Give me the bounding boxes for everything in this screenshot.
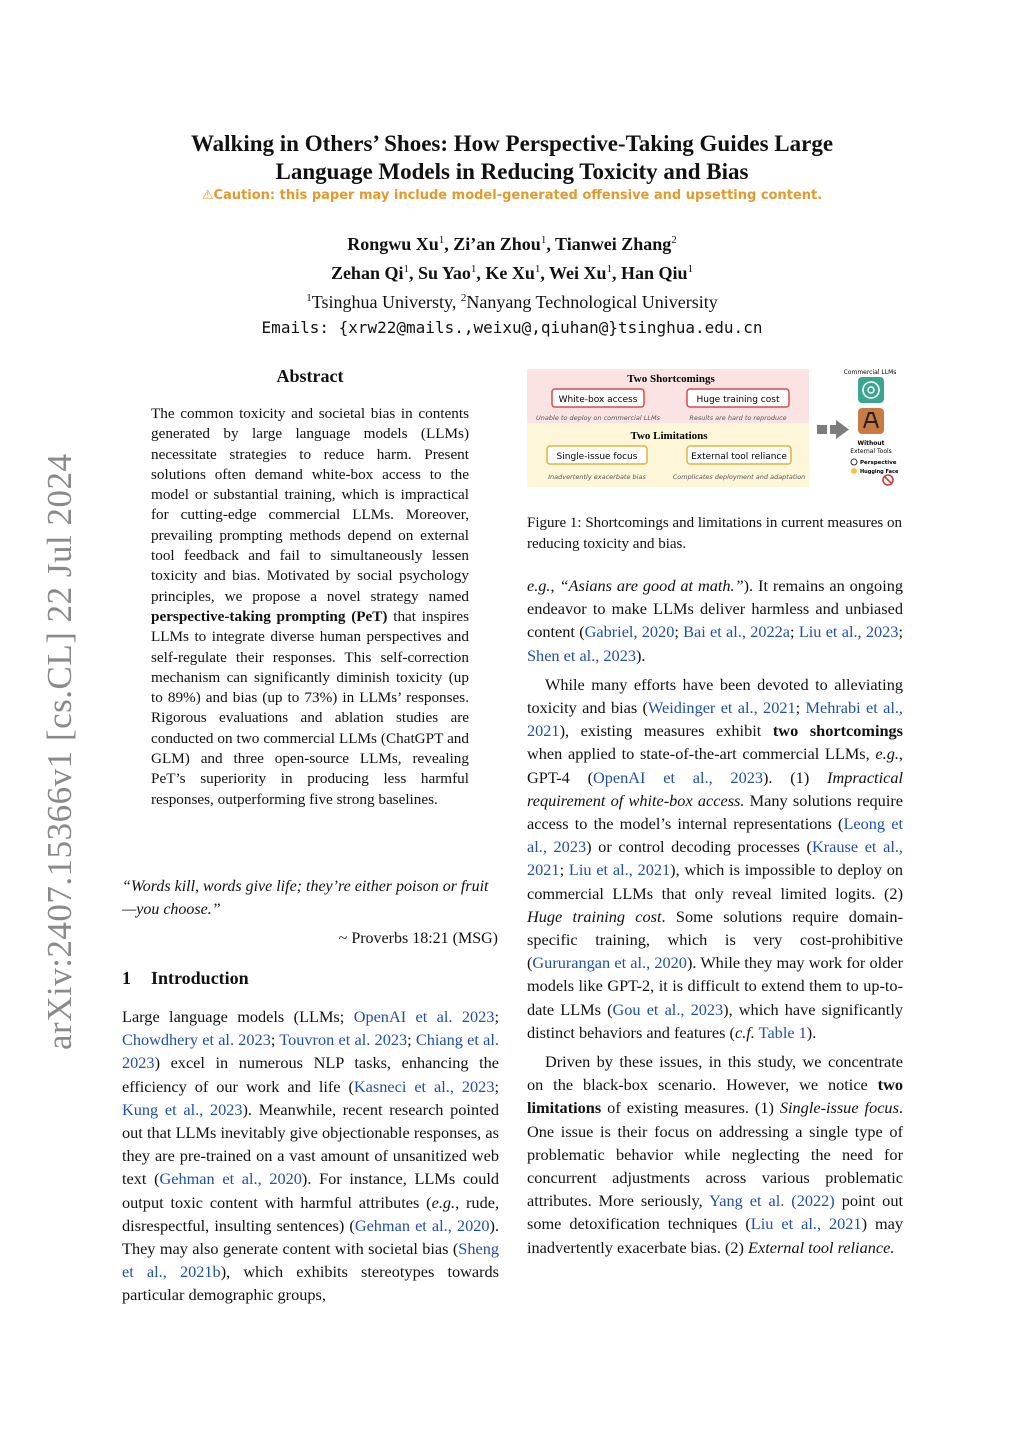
citation-link[interactable]: Bai et al., 2022a — [683, 622, 791, 642]
perspective-label: Perspective — [860, 460, 897, 466]
citation-link[interactable]: Leong et al., 2023 — [527, 814, 903, 857]
epigraph-source: ~ Proverbs 18:21 (MSG) — [338, 930, 498, 947]
author-name: Han Qiu — [621, 263, 688, 283]
title-line-1: Walking in Others’ Shoes: How Perspective-Taking Guides Large — [190, 131, 834, 156]
training-cost-label: Huge training cost — [696, 395, 780, 405]
paragraph: e.g., “Asians are good at math.”). It remains an ongoing endeavor to make LLMs deliver harmless and unbiased content (Gabriel, 2020; Bai et al., 2022a; Liu et al., 2023; Shen et al., 2023). — [527, 576, 903, 665]
abstract-text: The common toxicity and societal bias in contents generated by large language models (LLMs) necessitate strategies to reduce harm. Present solutions often demand white-box access to the model or substantial training, which is impractical for cutting-edge commercial LLMs. Moreover, prevailing prompting methods depend on external tool feedback and fail to simultaneously lessen toxicity and bias. Motivated by social psychology principles, we propose a novel strategy named perspective-taking prompting (PeT) that inspires LLMs to integrate diverse human perspectives and self-regulate their responses. This self-correction mechanism can significantly diminish toxicity (up to 89%) and bias (up to 73%) in LLMs’ responses. Rigorous evaluations and ablation studies are conducted on two commercial LLMs (ChatGPT and GLM) and three open-source LLMs, revealing PeT’s superiority in producing less harmful responses, outperforming five strong baselines. — [151, 405, 469, 808]
epigraph-quote: “Words kill, words give life; they’re either poison or fruit—you choose.” — [122, 878, 489, 918]
authors-block — [0, 228, 1024, 340]
citation-link[interactable]: Yang et al. (2022) — [709, 1191, 835, 1211]
author-name: Wei Xu — [549, 263, 607, 283]
caution-note: ⚠Caution: this paper may include model-generated offensive and upsetting content. — [201, 188, 823, 203]
paragraph: Driven by these issues, in this study, we concentrate on the black-box scenario. However, we notice two limitations of existing measures. (1) Single-issue focus. One issue is their focus on addressing a single type of problematic behavior while neglecting the need for concurrent adjustments across various problematic attributes. More seriously, Yang et al. (2022) point out some detoxification techniques (Liu et al., 2021) may inadvertently exacerbate bias. (2) External tool reliance. — [527, 1052, 903, 1257]
author-name: Zi’an Zhou — [453, 234, 541, 254]
figure-1-diagram — [527, 365, 903, 490]
section-heading: 1 Introduction — [122, 968, 249, 988]
method-name: perspective-taking prompting (PeT) — [151, 607, 388, 625]
citation-link[interactable]: Liu et al., 2021 — [750, 1214, 862, 1234]
title-block — [0, 130, 1024, 203]
hugging-face-label: Hugging Face — [860, 469, 899, 475]
hugging-face-icon — [851, 468, 857, 474]
arrow-icon — [817, 420, 849, 439]
tool-reliance-sub: Complicates deployment and adaptation — [672, 473, 806, 481]
citation-link[interactable]: OpenAI et al., 2023 — [593, 767, 763, 787]
figure-1 — [527, 365, 903, 490]
single-issue-label: Single-issue focus — [556, 452, 638, 462]
affiliations: $^1$Tsinghua Universty, $^2$Nanyang Technological University — [306, 292, 718, 312]
emails: Emails: {xrw22@mails.,weixu@,qiuhan@}tsinghua.edu.cn — [261, 318, 763, 337]
arxiv-identifier: arXiv:2407.15366v1 [cs.CL] 22 Jul 2024 — [40, 453, 79, 1050]
citation-link[interactable]: Kasneci et al., 2023 — [353, 1076, 495, 1096]
figure-caption: Figure 1: Shortcomings and limitations in current measures on reducing toxicity and bias. — [527, 515, 902, 552]
intro-right-column — [527, 574, 903, 1265]
commercial-llms-label: Commercial LLMs — [843, 369, 897, 376]
external-tools-label: External Tools — [850, 448, 892, 455]
title-line-2: Language Models in Reducing Toxicity and Bias — [275, 159, 749, 184]
authors-line-1: Rongwu Xu$^1$, Zi’an Zhou$^1$, Tianwei Zhang$^2$ — [347, 234, 677, 254]
citation-link[interactable]: Gabriel, 2020 — [584, 622, 675, 642]
citation-link[interactable]: Gehman et al., 2020 — [354, 1215, 490, 1235]
citation-link[interactable]: Chowdhery et al. 2023 — [122, 1030, 271, 1050]
tool-reliance-label: External tool reliance — [691, 452, 787, 462]
author-name: Tianwei Zhang — [555, 234, 672, 254]
citation-link[interactable]: Mehrabi et al., 2021 — [527, 698, 903, 741]
citation-link[interactable]: Gou et al., 2023 — [612, 999, 724, 1019]
perspective-api-icon — [851, 459, 857, 465]
citation-link[interactable]: Gehman et al., 2020 — [159, 1169, 302, 1189]
white-box-sub: Unable to deploy on commercial LLMs — [536, 414, 660, 422]
prohibited-icon — [883, 475, 893, 485]
paper-title — [132, 130, 892, 186]
table-link[interactable]: Table 1 — [758, 1022, 807, 1042]
citation-link[interactable]: Touvron et al. 2023 — [279, 1030, 408, 1050]
chatgpt-icon-bg — [858, 377, 884, 403]
citation-link[interactable]: Gururangan et al., 2020 — [532, 953, 687, 973]
without-label: Without — [857, 440, 885, 447]
shortcomings-title: Two Shortcomings — [627, 373, 715, 385]
single-issue-sub: Inadvertently exacerbate bias — [548, 473, 646, 481]
citation-link[interactable]: Shen et al., 2023 — [527, 645, 636, 665]
citation-link[interactable]: Liu et al., 2023 — [798, 622, 899, 642]
citation-link[interactable]: Krause et al., 2021 — [527, 837, 903, 880]
author-name: Rongwu Xu — [347, 234, 439, 254]
citation-link[interactable]: Weidinger et al., 2021 — [647, 698, 796, 718]
citation-link[interactable]: Chiang et al. 2023 — [122, 1030, 499, 1073]
author-name: Ke Xu — [485, 263, 535, 283]
paragraph: While many efforts have been devoted to alleviating toxicity and bias (Weidinger et al., 2021; Mehrabi et al., 2021), existing measures exhibit two shortcomings when applied to state-of-the-art commercial LLMs, e.g., GPT-4 (OpenAI et al., 2023). (1) Impractical requirement of white-box access. Many solutions require access to the model’s internal representations (Leong et al., 2023) or control decoding processes (Krause et al., 2021; Liu et al., 2021), which is impossible to deploy on commercial LLMs that only reveal limited logits. (2) Huge training cost. Some solutions require domain-specific training, which is very cost-prohibitive (Gururangan et al., 2020). While they may work for older models like GPT-2, it is difficult to extend them to up-to-date LLMs (Gou et al., 2023), which have significantly distinct behaviors and features (c.f. Table 1). — [527, 674, 903, 1042]
citation-link[interactable]: OpenAI et al. 2023 — [353, 1007, 495, 1026]
limitations-title: Two Limitations — [630, 430, 708, 442]
intro-left-column: Large language models (LLMs; OpenAI et al. 2023; Chowdhery et al. 2023; Touvron et al. 2023; Chiang et al. 2023) excel in numerous NLP tasks, enhancing the efficiency of our work and life (Kasneci et al., 2023; Kung et al., 2023). Meanwhile, recent research pointed out that LLMs inevitably give objectionable responses, as they are pre-trained on a vast amount of unsanitized web text (Gehman et al., 2020). For instance, LLMs could output toxic content with harmful attributes (e.g., rude, disrespectful, insulting sentences) (Gehman et al., 2020). They may also generate content with societal bias (Sheng et al., 2021b), which exhibits stereotypes towards particular demographic groups, — [122, 1007, 500, 1305]
author-name: Zehan Qi — [330, 263, 404, 283]
citation-link[interactable]: Kung et al., 2023 — [122, 1099, 243, 1119]
training-cost-sub: Results are hard to reproduce — [689, 414, 787, 422]
abstract-heading: Abstract — [276, 366, 344, 386]
authors-line-2: Zehan Qi$^1$, Su Yao$^1$, Ke Xu$^1$, Wei Xu$^1$, Han Qiu$^1$ — [330, 263, 694, 283]
citation-link[interactable]: Liu et al., 2021 — [568, 860, 671, 880]
white-box-label: White-box access — [558, 395, 638, 405]
citation-link[interactable]: Sheng et al., 2021b — [122, 1239, 499, 1282]
author-name: Su Yao — [417, 263, 471, 283]
